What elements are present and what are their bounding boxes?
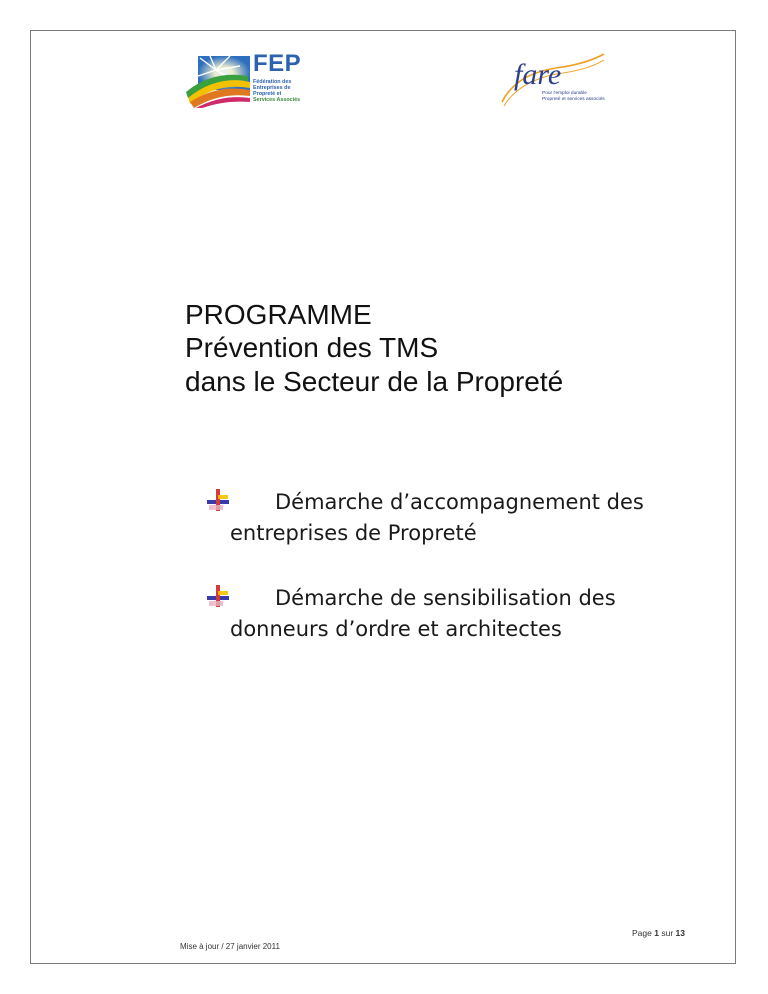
fare-logo-subtitle: Pour l'emploi durable Propreté et services associés: [542, 91, 605, 102]
list-item: [205, 583, 685, 645]
fep-logo-subtitle: Fédération des Entreprises de Propreté et Services Associés: [253, 79, 301, 103]
bullet-text-first: Démarche de sensibilisation des: [275, 586, 616, 610]
bullet-text-rest: donneurs d’ordre et architectes: [230, 617, 562, 641]
bullet-text-first: Démarche d’accompagnement des: [275, 490, 644, 514]
title-line-3: dans le Secteur de la Propreté: [185, 366, 564, 397]
cross-bullet-icon: [205, 583, 231, 609]
document-title: [185, 299, 563, 398]
page-number: Page 1 sur 13: [632, 928, 685, 938]
fare-wordmark: fare: [514, 58, 562, 91]
bullet-text-rest: entreprises de Propreté: [230, 521, 477, 545]
cross-bullet-icon: [205, 487, 231, 513]
fep-logo-abbr: FEP: [253, 50, 302, 77]
title-line-2: Prévention des TMS: [185, 332, 439, 363]
title-line-1: PROGRAMME: [185, 299, 372, 330]
footer-date: Mise à jour / 27 janvier 2011: [180, 942, 280, 951]
list-item: [205, 487, 685, 549]
